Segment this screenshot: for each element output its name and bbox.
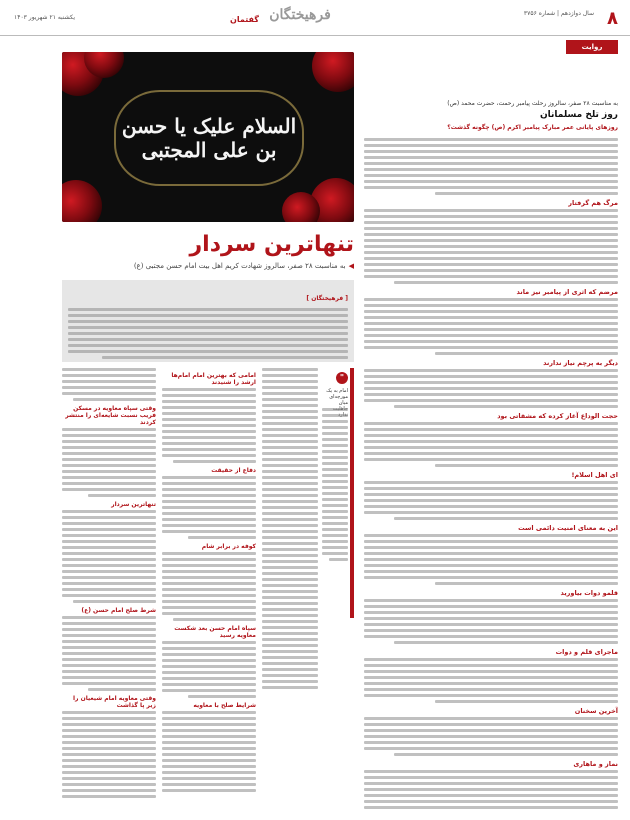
feature-title: تنهاترین سردار <box>189 232 354 257</box>
section-heading: کوفه در برابر شام <box>201 543 256 550</box>
section-heading: مرضم که اثری از پیامبر نیز ماند <box>516 288 618 296</box>
rose-decoration <box>282 192 320 222</box>
sidebar-bar <box>350 368 354 618</box>
section-heading: ای اهل اسلام! <box>571 471 618 479</box>
intro-box <box>62 280 354 362</box>
section-heading: شرط صلح امام حسن (ع) <box>81 607 156 614</box>
section-heading: آخرین سخنان <box>574 707 618 715</box>
issue-date: یکشنبه ۲۱ شهریور ۱۴۰۳ <box>14 14 76 21</box>
article-deck: روزهای پایانی عمر مبارک پیامبر اکرم (ص) چگونه گذشت؟ <box>447 124 618 131</box>
intro-body <box>68 308 348 359</box>
page-header <box>0 0 630 36</box>
section-heading: قلمو دوات بیاورید <box>560 589 618 597</box>
calligraphy-text: السلام علیک یا حسن بن علی المجتبی <box>121 114 297 162</box>
feature-subtitle <box>62 262 354 270</box>
rose-decoration <box>62 180 102 222</box>
article-body <box>364 138 618 810</box>
section-heading: دفاع از حقیقت <box>211 467 256 474</box>
issue-info: سال دوازدهم | شماره ۳۷۵۶ <box>523 10 594 17</box>
calligraphy-banner <box>62 52 354 222</box>
section-heading: مرگ هم گرفتار <box>568 199 618 207</box>
intro-lead: [ فرهیختگان ] <box>306 295 348 302</box>
section-heading: وقتی سپاه معاویه در مسکن فریب نسبت شایعه‌ای را منتشر کردند <box>65 405 156 426</box>
article-title: روز تلخ مسلمانان <box>539 110 618 120</box>
calligraphy-frame <box>114 90 304 186</box>
article-kicker: به مناسبت ۲۸ صفر، سالروز رحلت پیامبر رحمت، حضرت محمد (ص) <box>447 100 618 107</box>
section-heading: شرایط صلح با معاویه <box>193 702 256 709</box>
feature-column-c <box>262 368 318 798</box>
section-heading: وقتی معاویه امام شیعیان را زیر پا گذاشت <box>72 695 156 709</box>
section-heading: سپاه امام حسن بعد شکست معاویه رسید <box>174 625 256 639</box>
rose-decoration <box>312 52 354 92</box>
section-heading: این به معنای امنیت دائمی است <box>518 524 618 532</box>
feature-column-a <box>62 368 156 798</box>
section-heading: حجت الوداع آغاز کرده که مشقاتی بود <box>497 412 618 420</box>
feature-column-b <box>162 368 256 798</box>
quote-icon: " <box>336 372 348 384</box>
section-heading: نماز و ماهاری <box>573 760 618 768</box>
sidebar-text: امام به یک مورچه‌ای میان <box>326 388 348 406</box>
arrow-icon: ◀ <box>348 262 354 270</box>
sidebar-quote <box>320 368 354 618</box>
section-heading: ماجرای قلم و دوات <box>555 648 618 656</box>
section-heading: امامی که بهترین امام امام‌ها ارشد را شنیدند <box>171 372 256 386</box>
masthead <box>230 4 350 30</box>
section-tag: روایت <box>566 40 618 54</box>
right-article <box>364 40 618 810</box>
masthead-logo: فرهیختگان <box>269 7 331 23</box>
masthead-section: گفتمان <box>230 15 259 24</box>
section-heading: تنهاترین سردار <box>111 501 156 508</box>
feature-subtitle-text: به مناسبت ۲۸ صفر، سالروز شهادت کریم اهل بیت امام حسن مجتبی (ع) <box>133 262 346 270</box>
page-number: ۸ <box>607 8 618 29</box>
section-heading: دیگر به پرچم نیاز ندارند <box>543 359 618 367</box>
